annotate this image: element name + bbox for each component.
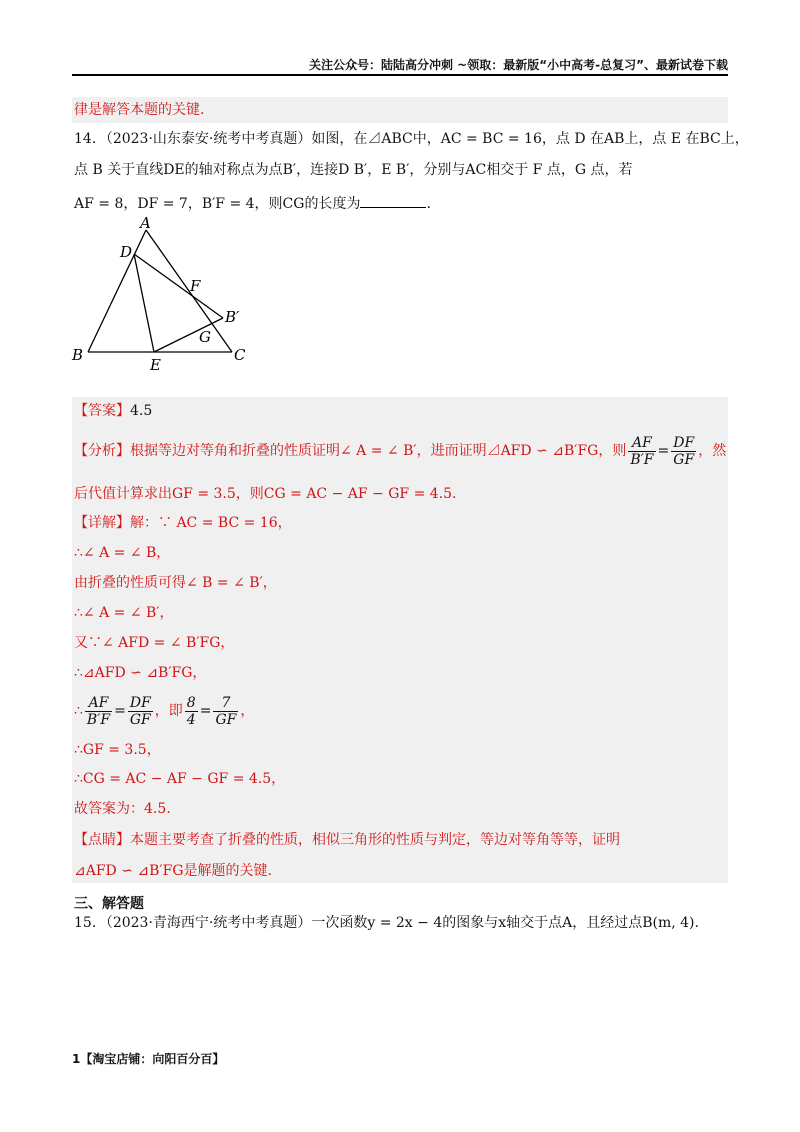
fraction-denominator: GF [129,711,151,728]
analysis-line-2: 后代值计算求出GF = 3.5，则CG = AC − AF − GF = 4.5. [74,486,457,502]
equals-sign: = [199,703,212,719]
label-F: F [190,277,201,295]
detail-line-10: 故答案为：4.5. [74,801,171,817]
page-header: 关注公众号：陆陆高分冲刺 ~领取：最新版“小中高考-总复习”、最新试卷下载 [309,58,728,72]
remark-line-1 [74,830,620,850]
label-G: G [199,328,211,346]
fraction-numerator: AF [628,435,655,452]
remark-line-2: ⊿AFD ∽ ⊿B′FG是解题的关键. [74,863,272,879]
q14-line-3-end: . [426,196,431,212]
analysis-text-1b: ，然 [698,443,727,459]
detail-line-5: 又∵∠ AFD = ∠ B′FG， [74,635,235,651]
answer-blank [360,193,426,208]
detail-text-1: 解：∵ AC = BC = 16， [130,515,292,531]
side-AB [88,230,146,352]
q14-line-2: 点 B 关于直线DE的轴对称点为点B′，连接D B′，E B′，分别与AC相交于 F 点，G 点，若 [74,162,633,178]
fraction-numerator: 8 [186,694,196,711]
answer-line [74,401,152,421]
fraction-denominator: B′F [86,711,111,728]
equals-sign: = [114,703,126,719]
fraction-denominator: GF [673,451,695,468]
detail-line-2: ∴∠ A = ∠ B， [74,545,171,561]
header-rule [72,74,728,76]
answer-tag: 【答案】 [74,403,130,419]
detail-7-prefix: ∴ [74,703,83,719]
fraction-df-gf-2 [128,695,153,728]
fraction-denominator: GF [215,711,237,728]
label-D: D [120,243,133,261]
q14-line-3 [74,193,431,214]
analysis-text-1a: 根据等边对等角和折叠的性质证明∠ A = ∠ B′，进而证明⊿AFD ∽ ⊿B′FG，则 [130,443,627,459]
label-E: E [150,356,161,374]
detail-line-7 [74,692,254,730]
fraction-af-bpf-2 [85,695,112,728]
detail-tag: 【详解】 [74,515,130,531]
detail-line-1 [74,513,292,533]
segment-DBp [134,254,223,318]
answer-value: 4.5 [130,403,153,419]
label-A: A [140,214,151,232]
fraction-numerator: DF [673,434,695,451]
detail-line-3: 由折叠的性质可得∠ B = ∠ B′， [74,575,277,591]
fraction-denominator: 4 [186,711,196,728]
fraction-numerator: DF [129,694,151,711]
q14-line-3-text: AF = 8，DF = 7，B′F = 4，则CG的长度为 [74,196,361,212]
q15-line: 15．（2023·青海西宁·统考中考真题）一次函数y = 2x − 4的图象与x轴交于点A，且经过点B(m, 4). [74,915,699,931]
q14-line-1: 14．（2023·山东泰安·统考中考真题）如图，在⊿ABC中，AC = BC = 16，点 D 在AB上，点 E 在BC上， [74,131,749,147]
detail-line-4: ∴∠ A = ∠ B′， [74,605,174,621]
remark-text-1: 本题主要考查了折叠的性质，相似三角形的性质与判定，等边对等角等等，证明 [130,832,620,848]
triangle-figure [66,212,256,377]
fraction-df-gf [671,435,696,468]
analysis-tag: 【分析】 [74,443,130,459]
side-AC [146,230,232,352]
prev-answer-tail: 律是解答本题的关键. [74,102,205,118]
equals-sign: = [657,443,670,459]
fraction-7-gf [213,695,238,728]
segment-EBp [154,318,223,352]
page-footer: 1【淘宝店铺：向阳百分百】 [72,1052,225,1066]
segment-DE [134,254,154,352]
section-title: 三、解答题 [74,896,144,912]
fraction-numerator: AF [85,695,112,712]
label-Bp: B′ [225,308,240,326]
detail-line-8: ∴GF = 3.5， [74,742,161,758]
label-C: C [234,346,246,364]
fraction-denominator: B′F [630,451,654,468]
fraction-numerator: 7 [213,695,238,712]
detail-line-6: ∴⊿AFD ∽ ⊿B′FG， [74,665,207,681]
fraction-8-4 [185,695,198,728]
detail-7-mid: ，即 [154,703,183,719]
detail-7-end: ， [240,703,255,719]
analysis-line-1 [74,432,726,470]
fraction-af-bpf [628,435,655,468]
label-B: B [72,346,84,364]
remark-tag: 【点睛】 [74,832,130,848]
detail-line-9: ∴CG = AC − AF − GF = 4.5， [74,771,286,787]
